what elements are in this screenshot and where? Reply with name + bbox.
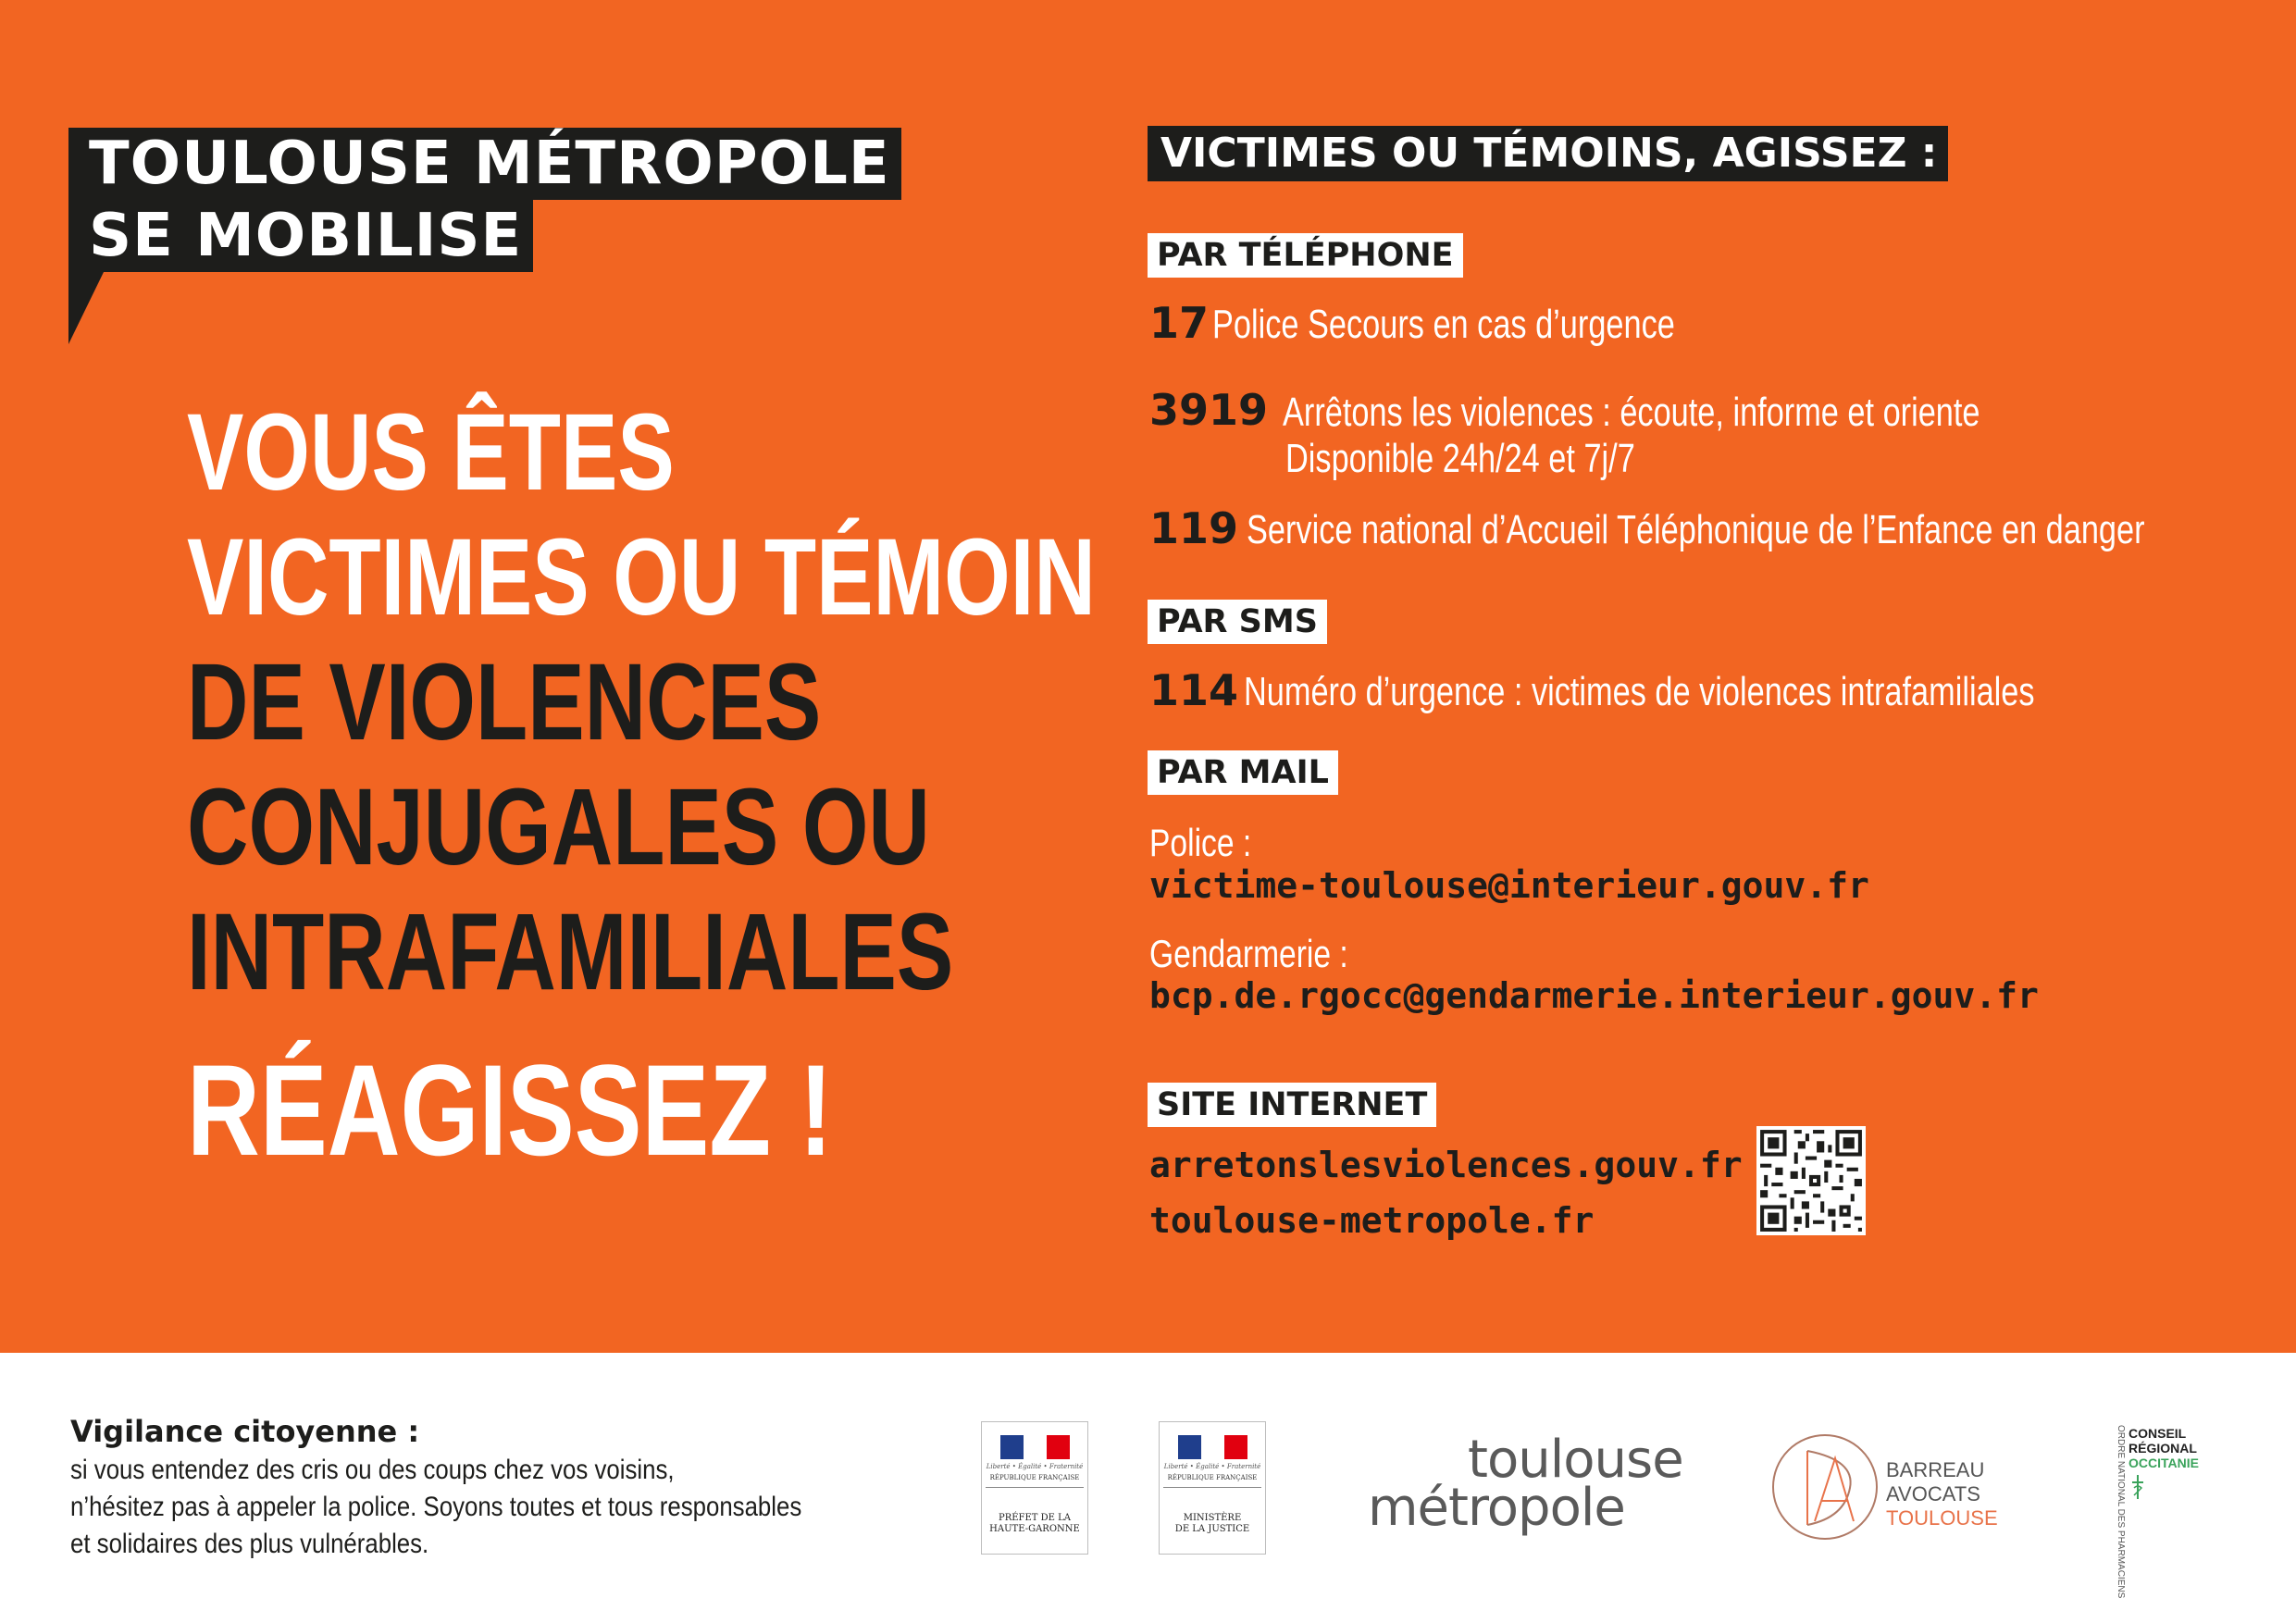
justice-line1: MINISTÈRE bbox=[1183, 1513, 1242, 1523]
justice-logo bbox=[1159, 1421, 1266, 1555]
conseil-line3: OCCITANIE bbox=[2128, 1456, 2199, 1470]
motto-text: Liberté • Égalité • Fraternité bbox=[986, 1463, 1084, 1470]
phone-number-119[interactable]: 119 bbox=[1149, 503, 1239, 553]
section-sms: PAR SMS bbox=[1148, 600, 1327, 644]
conseil-line1: CONSEIL bbox=[2128, 1426, 2187, 1441]
barreau-line2: AVOCATS bbox=[1886, 1482, 1980, 1505]
speech-bubble-tail bbox=[68, 272, 104, 344]
marianne-flag-icon bbox=[1178, 1435, 1248, 1459]
phone-desc-17: Police Secours en cas d’urgence bbox=[1212, 302, 1675, 347]
police-label: Police : bbox=[1149, 821, 1252, 864]
vigilance-text-line1: si vous entendez des cris ou des coups chez vos voisins, bbox=[70, 1455, 675, 1485]
motto-text: Liberté • Égalité • Fraternité bbox=[1163, 1463, 1261, 1470]
sms-desc-114: Numéro d’urgence : victimes de violences intrafamiliales bbox=[1244, 669, 2035, 714]
toulouse-metropole-logo bbox=[1368, 1430, 1710, 1542]
prefet-line1: PRÉFET DE LA bbox=[998, 1513, 1071, 1523]
header-title-line1: TOULOUSE MÉTROPOLE bbox=[68, 128, 901, 200]
barreau-logo-icon bbox=[1770, 1432, 1880, 1542]
qr-code-icon[interactable] bbox=[1756, 1126, 1866, 1235]
republique-text: RÉPUBLIQUE FRANÇAISE bbox=[989, 1474, 1080, 1481]
headline-line5: INTRAFAMILIALES bbox=[187, 891, 954, 1013]
justice-name bbox=[1163, 1513, 1261, 1535]
sms-number-114[interactable]: 114 bbox=[1149, 665, 1239, 715]
pharmacy-cross-icon bbox=[2128, 1473, 2147, 1501]
section-mail: PAR MAIL bbox=[1148, 750, 1338, 795]
prefet-name bbox=[986, 1513, 1084, 1535]
prefet-logo bbox=[981, 1421, 1088, 1555]
website-link-arretons[interactable]: arretonslesviolences.gouv.fr bbox=[1149, 1145, 1743, 1185]
phone-number-17[interactable]: 17 bbox=[1149, 298, 1210, 348]
vigilance-title: Vigilance citoyenne : bbox=[70, 1414, 420, 1449]
header-title-line2: SE MOBILISE bbox=[68, 200, 533, 272]
marianne-flag-icon bbox=[1000, 1435, 1071, 1459]
headline-call-to-action: RÉAGISSEZ ! bbox=[187, 1037, 833, 1183]
police-email-link[interactable]: victime-toulouse@interieur.gouv.fr bbox=[1149, 865, 1869, 906]
phone-desc-3919-availability: Disponible 24h/24 et 7j/7 bbox=[1285, 436, 1635, 481]
conseil-line2: RÉGIONAL bbox=[2128, 1441, 2197, 1456]
gendarmerie-label: Gendarmerie : bbox=[1149, 932, 1348, 975]
phone-desc-3919: Arrêtons les violences : écoute, informe et oriente bbox=[1283, 390, 1980, 435]
headline-line4: CONJUGALES OU bbox=[187, 766, 930, 888]
logo-divider bbox=[986, 1487, 1084, 1488]
justice-line2: DE LA JUSTICE bbox=[1174, 1524, 1250, 1534]
vigilance-text-line3: et solidaires des plus vulnérables. bbox=[70, 1529, 429, 1559]
gendarmerie-email-link[interactable]: bcp.de.rgocc@gendarmerie.interieur.gouv.fr bbox=[1149, 975, 2039, 1016]
phone-number-3919[interactable]: 3919 bbox=[1149, 385, 1269, 435]
headline-line2: VICTIMES OU TÉMOIN bbox=[187, 516, 1096, 638]
vigilance-text-line2: n’hésitez pas à appeler la police. Soyons toutes et tous responsables bbox=[70, 1492, 802, 1522]
barreau-line1: BARREAU bbox=[1886, 1458, 1985, 1481]
section-website: SITE INTERNET bbox=[1148, 1083, 1436, 1127]
website-link-toulouse[interactable]: toulouse-metropole.fr bbox=[1149, 1200, 1595, 1241]
pharmaciens-vertical-text: ORDRE NATIONAL DES PHARMACIENS bbox=[2116, 1425, 2126, 1599]
barreau-line3: TOULOUSE bbox=[1886, 1506, 1998, 1530]
republique-text: RÉPUBLIQUE FRANÇAISE bbox=[1167, 1474, 1258, 1481]
prefet-line2: HAUTE-GARONNE bbox=[989, 1524, 1080, 1534]
section-telephone: PAR TÉLÉPHONE bbox=[1148, 233, 1463, 278]
headline-line1: VOUS ÊTES bbox=[187, 391, 675, 514]
toulouse-metropole-logo-line1: toulouse bbox=[1468, 1430, 1683, 1490]
contacts-title: VICTIMES OU TÉMOINS, AGISSEZ : bbox=[1148, 126, 1948, 181]
toulouse-metropole-logo-line2: métropole bbox=[1368, 1478, 1625, 1538]
headline-line3: DE VIOLENCES bbox=[187, 641, 822, 763]
logo-divider bbox=[1163, 1487, 1261, 1488]
phone-desc-119: Service national d’Accueil Téléphonique de l’Enfance en danger bbox=[1247, 507, 2145, 552]
